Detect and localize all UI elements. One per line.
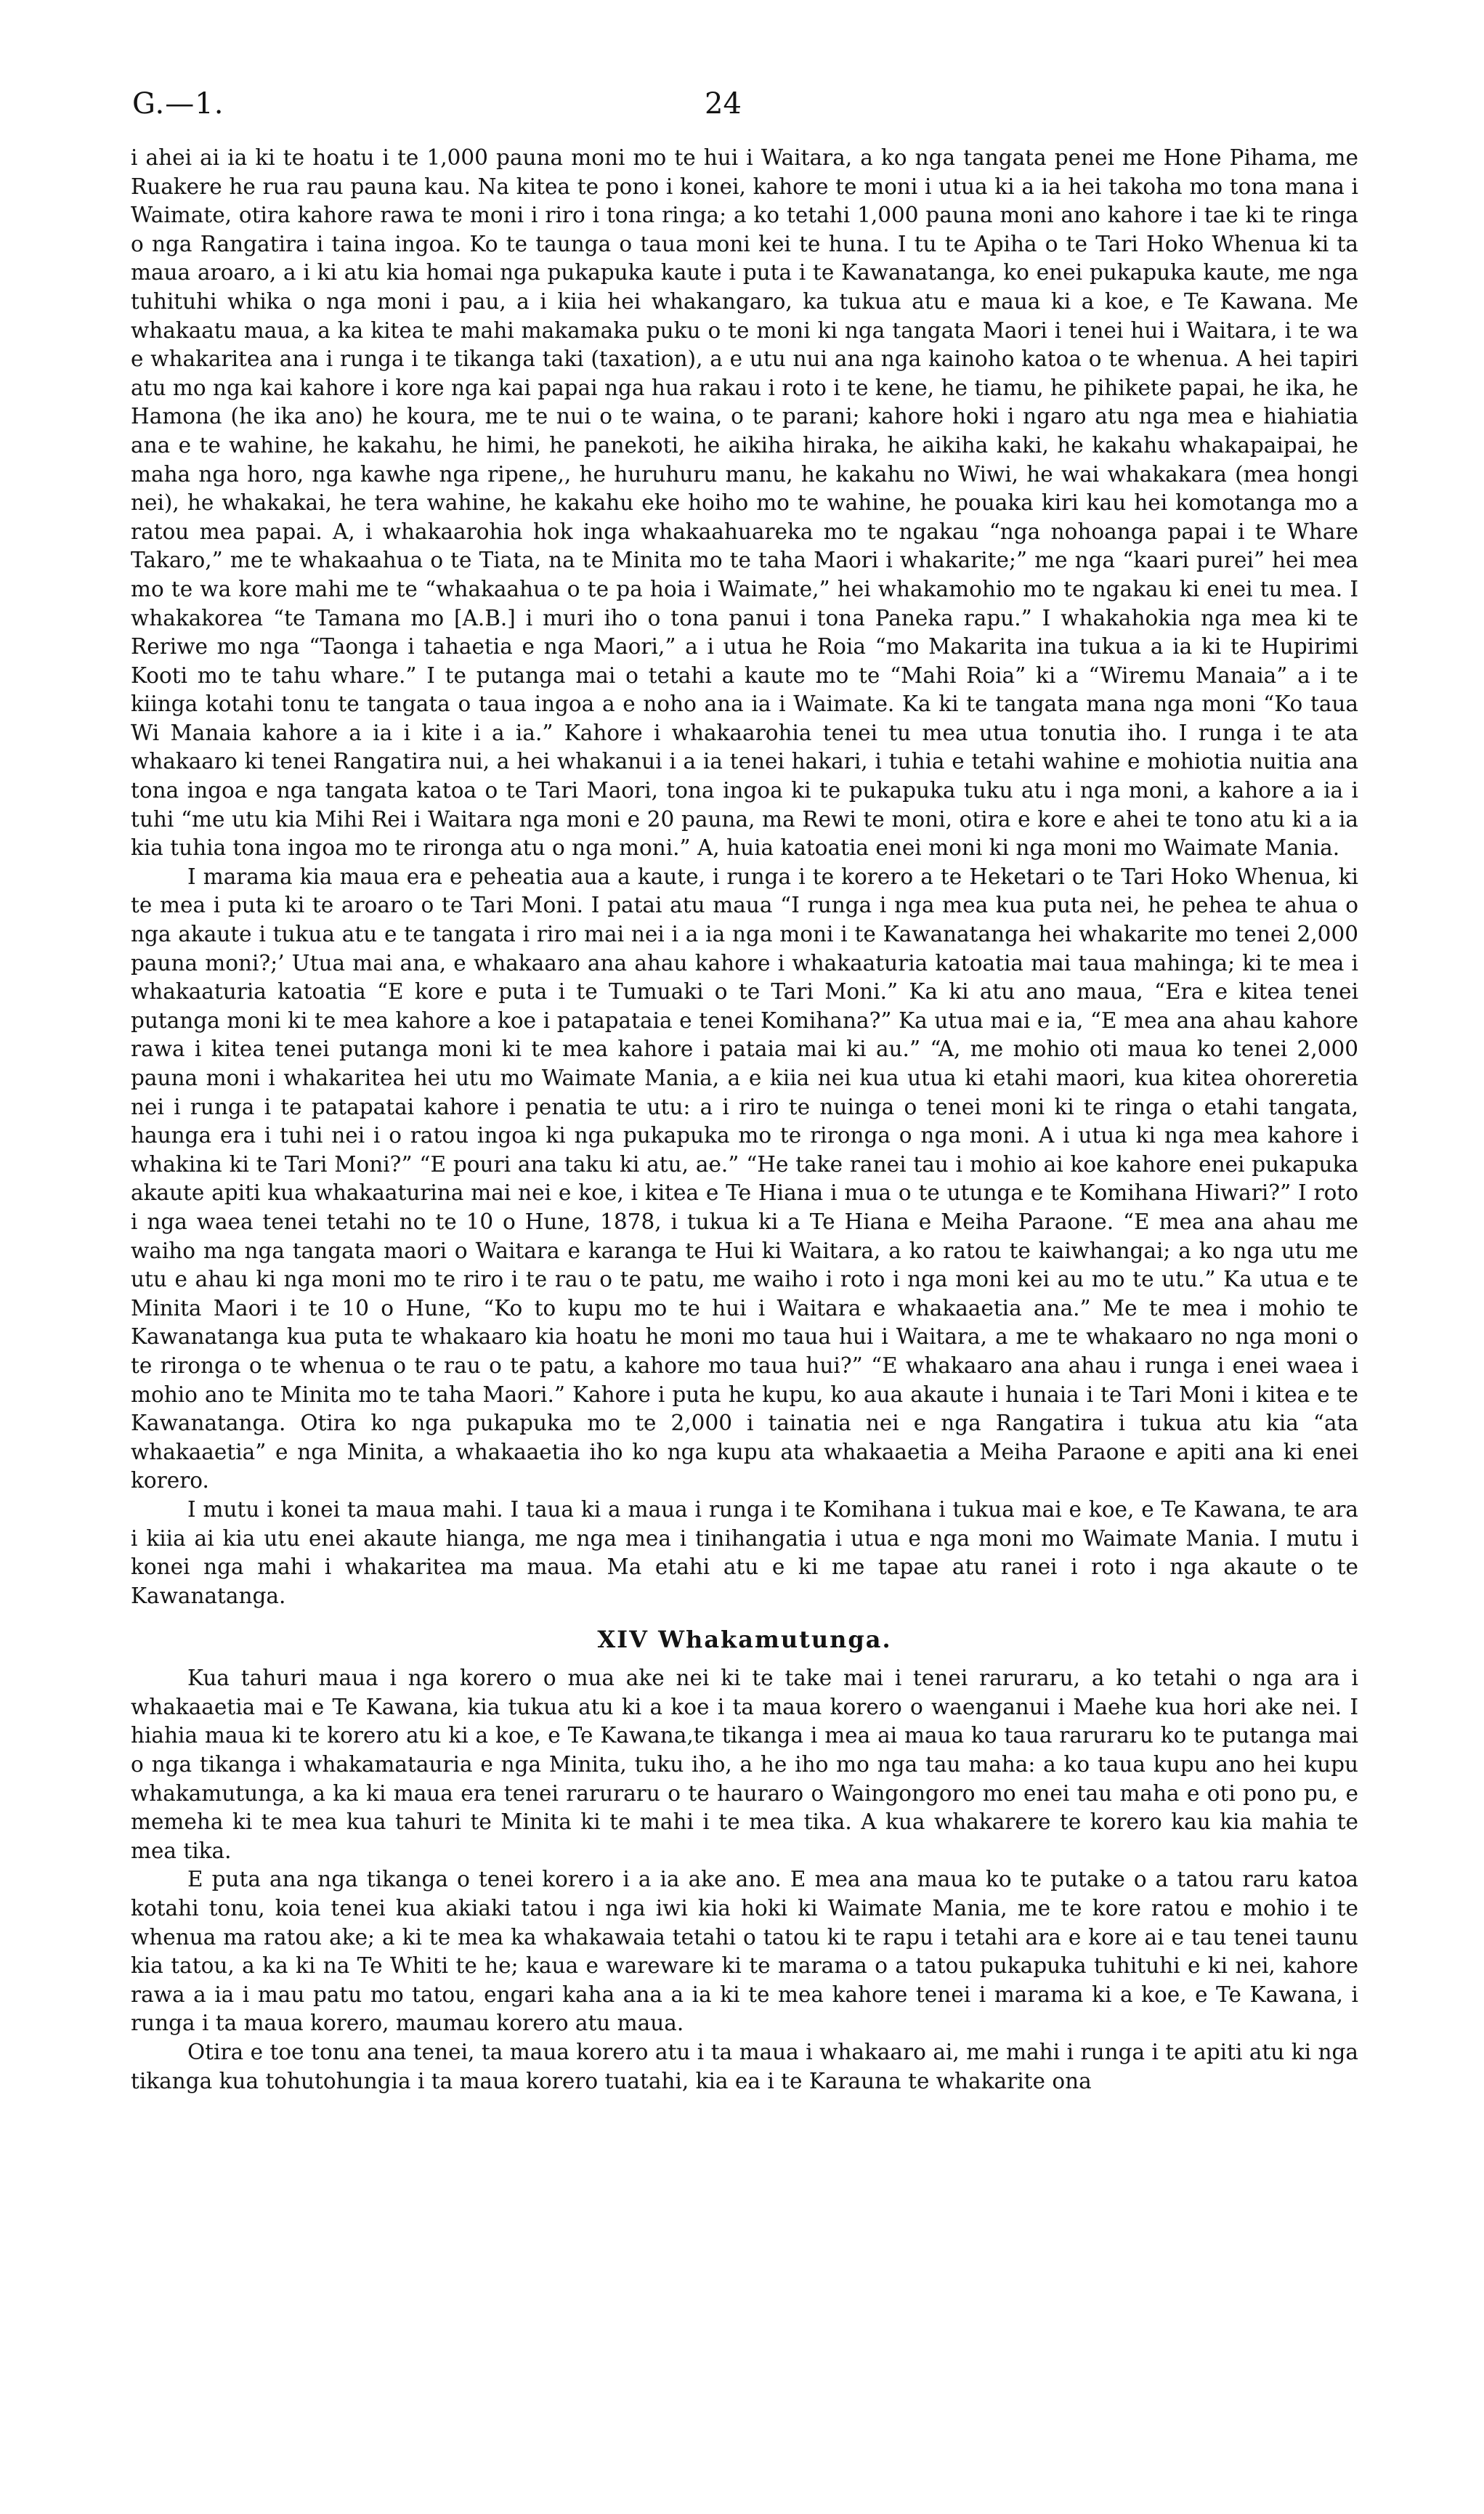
page-header xyxy=(0,87,1484,131)
section-heading: XIV Whakamutunga. xyxy=(597,1626,892,1654)
paragraph: Otira e toe tonu ana tenei, ta maua korero atu i ta maua i whakaaro ai, me mahi i runga i te apiti atu ki nga tikanga kua tohutohungia i ta maua korero tuatahi, kia ea i te Karauna te whakarite ona xyxy=(131,2040,1358,2093)
paragraph: I mutu i konei ta maua mahi. I taua ki a maua i runga i te Komihana i tukua mai e koe, e Te Kawana, te ara i kiia ai kia utu enei akaute hianga, me nga mea i tinihangatia i utua e nga moni mo Waimate Mania. I mutu i konei nga mahi i whakaritea ma maua. Ma etahi atu e ki me tapae atu ranei i roto i nga akaute o te Kawanatanga. xyxy=(131,1496,1358,1608)
page-body xyxy=(131,144,1358,2096)
page-number: 24 xyxy=(705,87,742,121)
paragraph: E puta ana nga tikanga o tenei korero i a ia ake ano. E mea ana maua ko te putake o a tatou raru katoa kotahi tonu, koia tenei kua akiaki tatou i nga iwi kia hoki ki Waimate Mania, me te kore ratou e mohio i te whenua ma ratou ake; a ki te mea ka whakawaia tetahi o tatou ki te rapu i tetahi ara e kore ai e tau tenei taunu kia tatou, a ka ki na Te Whiti te he; kaua e wareware ki te marama o a tatou pukapuka tuhituhi e ki nei, kahore rawa a ia i mau patu mo tatou, engari kaha ana a ia ki te mea kahore tenei i marama ki a koe, e Te Kawana, i runga i ta maua korero, maumau korero atu maua. xyxy=(131,1867,1358,2036)
paragraph: Kua tahuri maua i nga korero o mua ake nei ki te take mai i tenei raruraru, a ko tetahi o nga ara i whakaaetia mai e Te Kawana, kia tukua atu ki a koe i ta maua korero o waenganui i Maehe kua hori ake nei. I hiahia maua ki te korero atu ki a koe, e Te Kawana,te tikanga i mea ai maua ko taua raruraru ko te putanga mai o nga tikanga i whakamatauria e nga Minita, tuku iho, a he iho mo nga tau maha: a ko taua kupu ano hei kupu whakamutunga, a ka ki maua era tenei raruraru o te hauraro o Waingongoro mo enei tau maha e oti pono pu, e memeha ki te mea kua tahuri te Minita ki te mahi i te mea tika. A kua whakarere te korero kau kia mahia te mea tika. xyxy=(131,1666,1358,1863)
paragraph: I marama kia maua era e peheatia aua a kaute, i runga i te korero a te Heketari o te Tari Hoko Whenua, ki te mea i puta ki te aroaro o te Tari Moni. I patai atu maua “I runga i nga mea kua puta nei, he pehea te ahua o nga akaute i tukua atu e te tangata i riro mai nei i a ia nga moni i te Kawanatanga hei whakarite mo tenei 2,000 pauna moni?;’ Utua mai ana, e whakaaro ana ahau kahore i whakaaturia katoatia mai taua mahinga; ki te mea i whakaaturia katoatia “E kore e puta i te Tumuaki o te Tari Moni.” Ka ki atu ano maua, “Era e kitea tenei putanga moni ki te mea kahore a koe i patapataia e tenei Komihana?” Ka utua mai e ia, “E mea ana ahau kahore rawa i kitea tenei putanga moni ki te mea kahore i pataia mai ki au.” “A, me mohio oti maua ko tenei 2,000 pauna moni i whakaritea hei utu mo Waimate Mania, a e kiia nei kua utua ki etahi maori, kua kitea ohoreretia nei i runga i te patapatai kahore i penatia te utu: a i riro te nuinga o tenei moni ki te ringa o etahi tangata, haunga era i tuhi nei i o ratou ingoa ki nga pukapuka mo te rironga o nga moni. A i utua ki nga mea kahore i whakina ki te Tari Moni?” “E pouri ana taku ki atu, ae.” “He take ranei tau i mohio ai koe kahore enei pukapuka akaute apiti kua whakaaturina mai nei e koe, i kitea e Te Hiana i mua o te utunga e te Komihana Hiwari?” I roto i nga waea tenei tetahi no te 10 o Hune, 1878, i tukua ki a Te Hiana e Meiha Paraone. “E mea ana ahau me waiho ma nga tangata maori o Waitara e karanga te Hui ki Waitara, a ko ratou te kaiwhangai; a ko nga utu me utu e ahau ki nga moni mo te riro i te rau o te patu, me waiho i roto i nga moni kei au mo te utu.” Ka utua e te Minita Maori i te 10 o Hune, “Ko to kupu mo te hui i Waitara e whakaaetia ana.” Me te mea i mohio te Kawanatanga kua puta te whakaaro kia hoatu he moni mo taua hui i Waitara, a me te whakaaro no nga moni o te rironga o te whenua o te rau o te patu, a kahore mo taua hui?” “E whakaaro ana ahau i runga i enei waea i mohio ano te Minita mo te taha Maori.” Kahore i puta he kupu, ko aua akaute i hunaia i te Tari Moni i kitea e te Kawanatanga. Otira ko nga pukapuka mo te 2,000 i tainatia nei e nga Rangatira i tukua atu kia “ata whakaaetia” e nga Minita, a whakaaetia iho ko nga kupu ata whakaaetia a Meiha Paraone e apiti ana ki enei korero. xyxy=(131,864,1358,1493)
paragraph-continuation: i ahei ai ia ki te hoatu i te 1,000 pauna moni mo te hui i Waitara, a ko nga tangata penei me Hone Pihama, me Ruakere he rua rau pauna kau. Na kitea te pono i konei, kahore te moni i utua ki a ia hei takoha mo tona mana i Waimate, otira kahore rawa te moni i riro i tona ringa; a ko tetahi 1,000 pauna moni ano kahore i tae ki te ringa o nga Rangatira i taina ingoa. Ko te taunga o taua moni kei te huna. I tu te Apiha o te Tari Hoko Whenua ki ta maua aroaro, a i ki atu kia homai nga pukapuka kaute i puta i te Kawanatanga, ko enei pukapuka kaute, me nga tuhituhi whika o nga moni i pau, a i kiia hei whakangaro, ka tukua atu e maua ki a koe, e Te Kawana. Me whakaatu maua, a ka kitea te mahi makamaka puku o te moni ki nga tangata Maori i tenei hui i Waitara, i te wa e whakaritea ana i runga i te tikanga taki (taxation), a e utu nui ana nga kainoho katoa o te whenua. A hei tapiri atu mo nga kai kahore i kore nga kai papai nga hua rakau i roto i te kene, he tiamu, he pihikete papai, he ika, he Hamona (he ika ano) he koura, me te nui o te waina, o te parani; kahore hoki i ngaro atu nga mea e hiahiatia ana e te wahine, he kakahu, he himi, he panekoti, he aikiha hiraka, he aikiha kaki, he kakahu whakapaipai, he maha nga horo, nga kawhe nga ripene,, he huruhuru manu, he kakahu no Wiwi, he wai whakakara (mea hongi nei), he whakakai, he tera wahine, he kakahu eke hoiho mo te wahine, he pouaka kiri kau hei komotanga mo a ratou mea papai. A, i whakaarohia hok inga whakaahuareka mo te ngakau “nga nohoanga papai i te Whare Takaro,” me te whakaahua o te Tiata, na te Minita mo te taha Maori i whakarite;” me nga “kaari purei” hei mea mo te wa kore mahi me te “whakaahua o te pa hoia i Waimate,” hei whakamohio mo te ngakau ki enei tu mea. I whakakorea “te Tamana mo [A.B.] i muri iho o tona panui i tona Paneka rapu.” I whakahokia nga mea ki te Reriwe mo nga “Taonga i tahaetia e nga Maori,” a i utua he Roia “mo Makarita ina tukua a ia ki te Hupirimi Kooti mo te tahu whare.” I te putanga mai o tetahi a kaute mo te “Mahi Roia” ki a “Wiremu Manaia” a i te kiinga kotahi tonu te tangata o taua ingoa a e noho ana ia i Waimate. Ka ki te tangata mana nga moni “Ko taua Wi Manaia kahore a ia i kite i a ia.” Kahore i whakaarohia tenei tu mea utua tonutia iho. I runga i te ata whakaaro ki tenei Rangatira nui, a hei whakanui i a ia tenei hakari, i tuhia e tetahi wahine e mohiotia nuitia ana tona ingoa e nga tangata katoa o te Tari Maori, tona ingoa ki te pukapuka tuku atu i nga moni, a kahore a ia i tuhi “me utu kia Mihi Rei i Waitara nga moni e 20 pauna, ma Rewi te moni, otira e kore e ahei te tono atu ki a ia kia tuhia tona ingoa mo te rironga atu o nga moni.” A, huia katoatia enei moni ki nga moni mo Waimate Mania. xyxy=(131,145,1358,861)
document-reference: G.—1. xyxy=(132,87,224,121)
